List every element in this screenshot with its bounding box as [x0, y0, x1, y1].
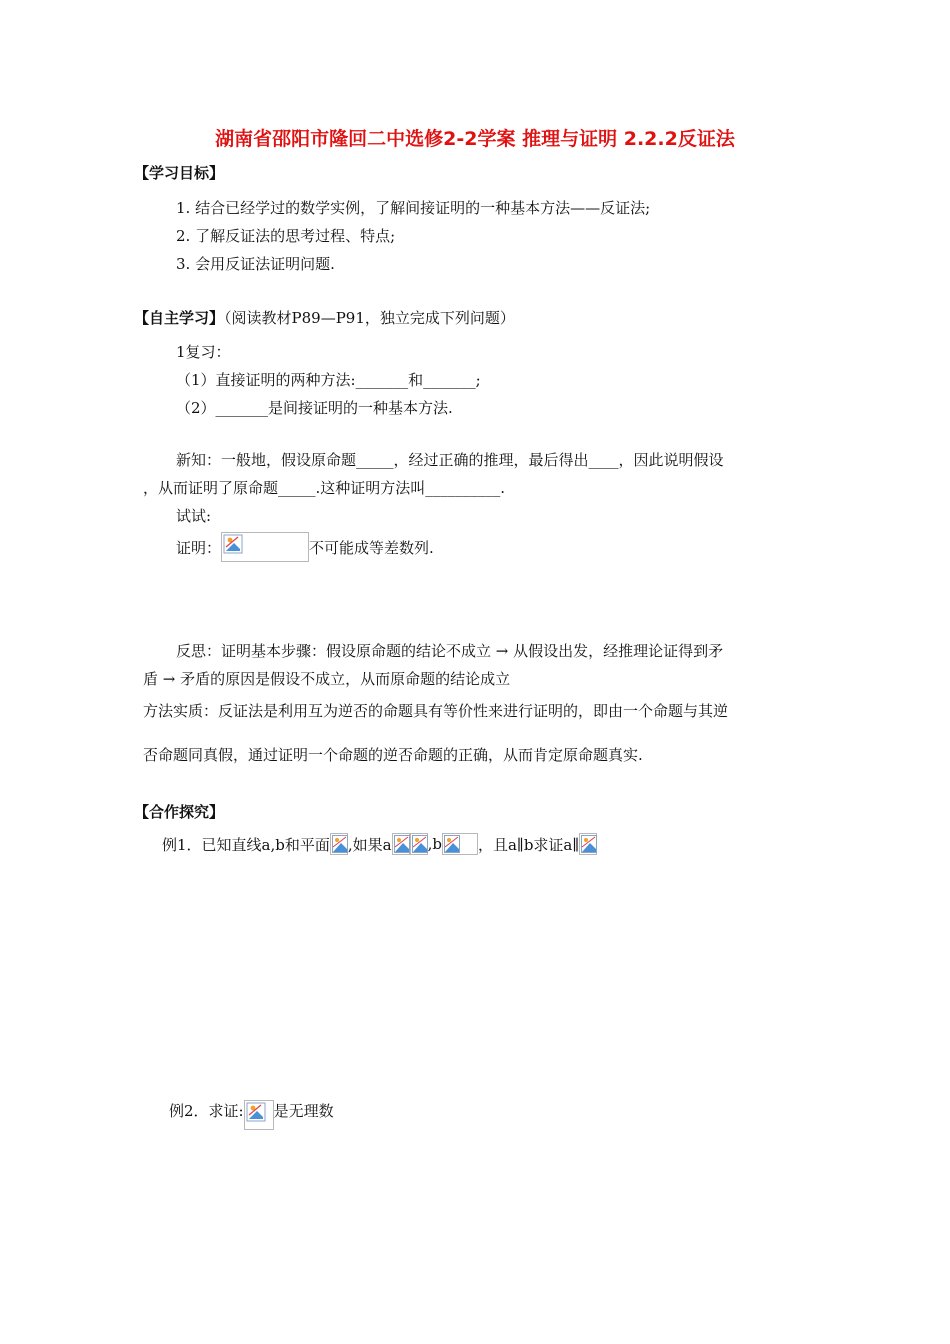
example-1: [162, 833, 597, 855]
reflection-line-2: 盾 → 矛盾的原因是假设不成立，从而原命题的结论成立: [143, 670, 511, 688]
broken-image-icon: [579, 833, 597, 855]
example-1-text-4: ，且a∥b求证a∥: [477, 835, 580, 854]
prove-suffix: 不可能成等差数列.: [309, 538, 434, 557]
example-1-text-1: 例1．已知直线a,b和平面: [162, 835, 330, 854]
objectives-heading: 【学习目标】: [134, 164, 225, 182]
objective-item-2: 2. 了解反证法的思考过程、特点;: [176, 227, 396, 245]
review-item-2: （2）_______是间接证明的一种基本方法.: [176, 399, 453, 417]
cooperation-heading: 【合作探究】: [134, 803, 225, 821]
try-label: 试试:: [176, 507, 212, 525]
objective-item-3: 3. 会用反证法证明问题.: [176, 255, 335, 273]
review-label: 1复习：: [176, 343, 231, 361]
prove-label: 证明：: [176, 538, 222, 557]
example-1-text-2: ,如果a: [347, 835, 392, 854]
method-essence-line-1: 方法实质：反证法是利用互为逆否的命题具有等价性来进行证明的，即由一个命题与其逆: [143, 702, 729, 720]
objective-item-1: 1. 结合已经学过的数学实例，了解间接证明的一种基本方法——反证法;: [176, 199, 651, 217]
self-study-heading: 【自主学习】: [134, 309, 225, 327]
broken-image-icon: [244, 1100, 274, 1130]
broken-image-icon: [221, 532, 309, 562]
broken-image-icon: [330, 833, 348, 855]
example-2-text-2: 是无理数: [273, 1102, 334, 1120]
method-essence-line-2: 否命题同真假，通过证明一个命题的逆否命题的正确，从而肯定原命题真实.: [143, 746, 643, 764]
new-knowledge-line-1: 新知：一般地，假设原命题_____，经过正确的推理，最后得出____，因此说明假设: [176, 451, 724, 469]
example-2: [169, 1100, 334, 1130]
review-item-1: （1）直接证明的两种方法:_______和_______;: [176, 371, 481, 389]
broken-image-icon: [392, 833, 410, 855]
broken-image-icon: [442, 833, 478, 855]
prove-line: [176, 532, 434, 562]
new-knowledge-line-2: ，从而证明了原命题_____.这种证明方法叫__________.: [143, 479, 506, 497]
broken-image-icon: [410, 833, 428, 855]
self-study-note: （阅读教材P89—P91，独立完成下列问题）: [224, 309, 515, 327]
page-title: 湖南省邵阳市隆回二中选修2-2学案 推理与证明 2.2.2反证法: [215, 128, 735, 150]
example-1-text-3: ,b: [427, 835, 442, 853]
reflection-line-1: 反思：证明基本步骤：假设原命题的结论不成立 → 从假设出发，经推理论证得到矛: [176, 642, 724, 660]
example-2-text-1: 例2．求证:: [169, 1102, 244, 1120]
self-study-line: [134, 307, 515, 328]
